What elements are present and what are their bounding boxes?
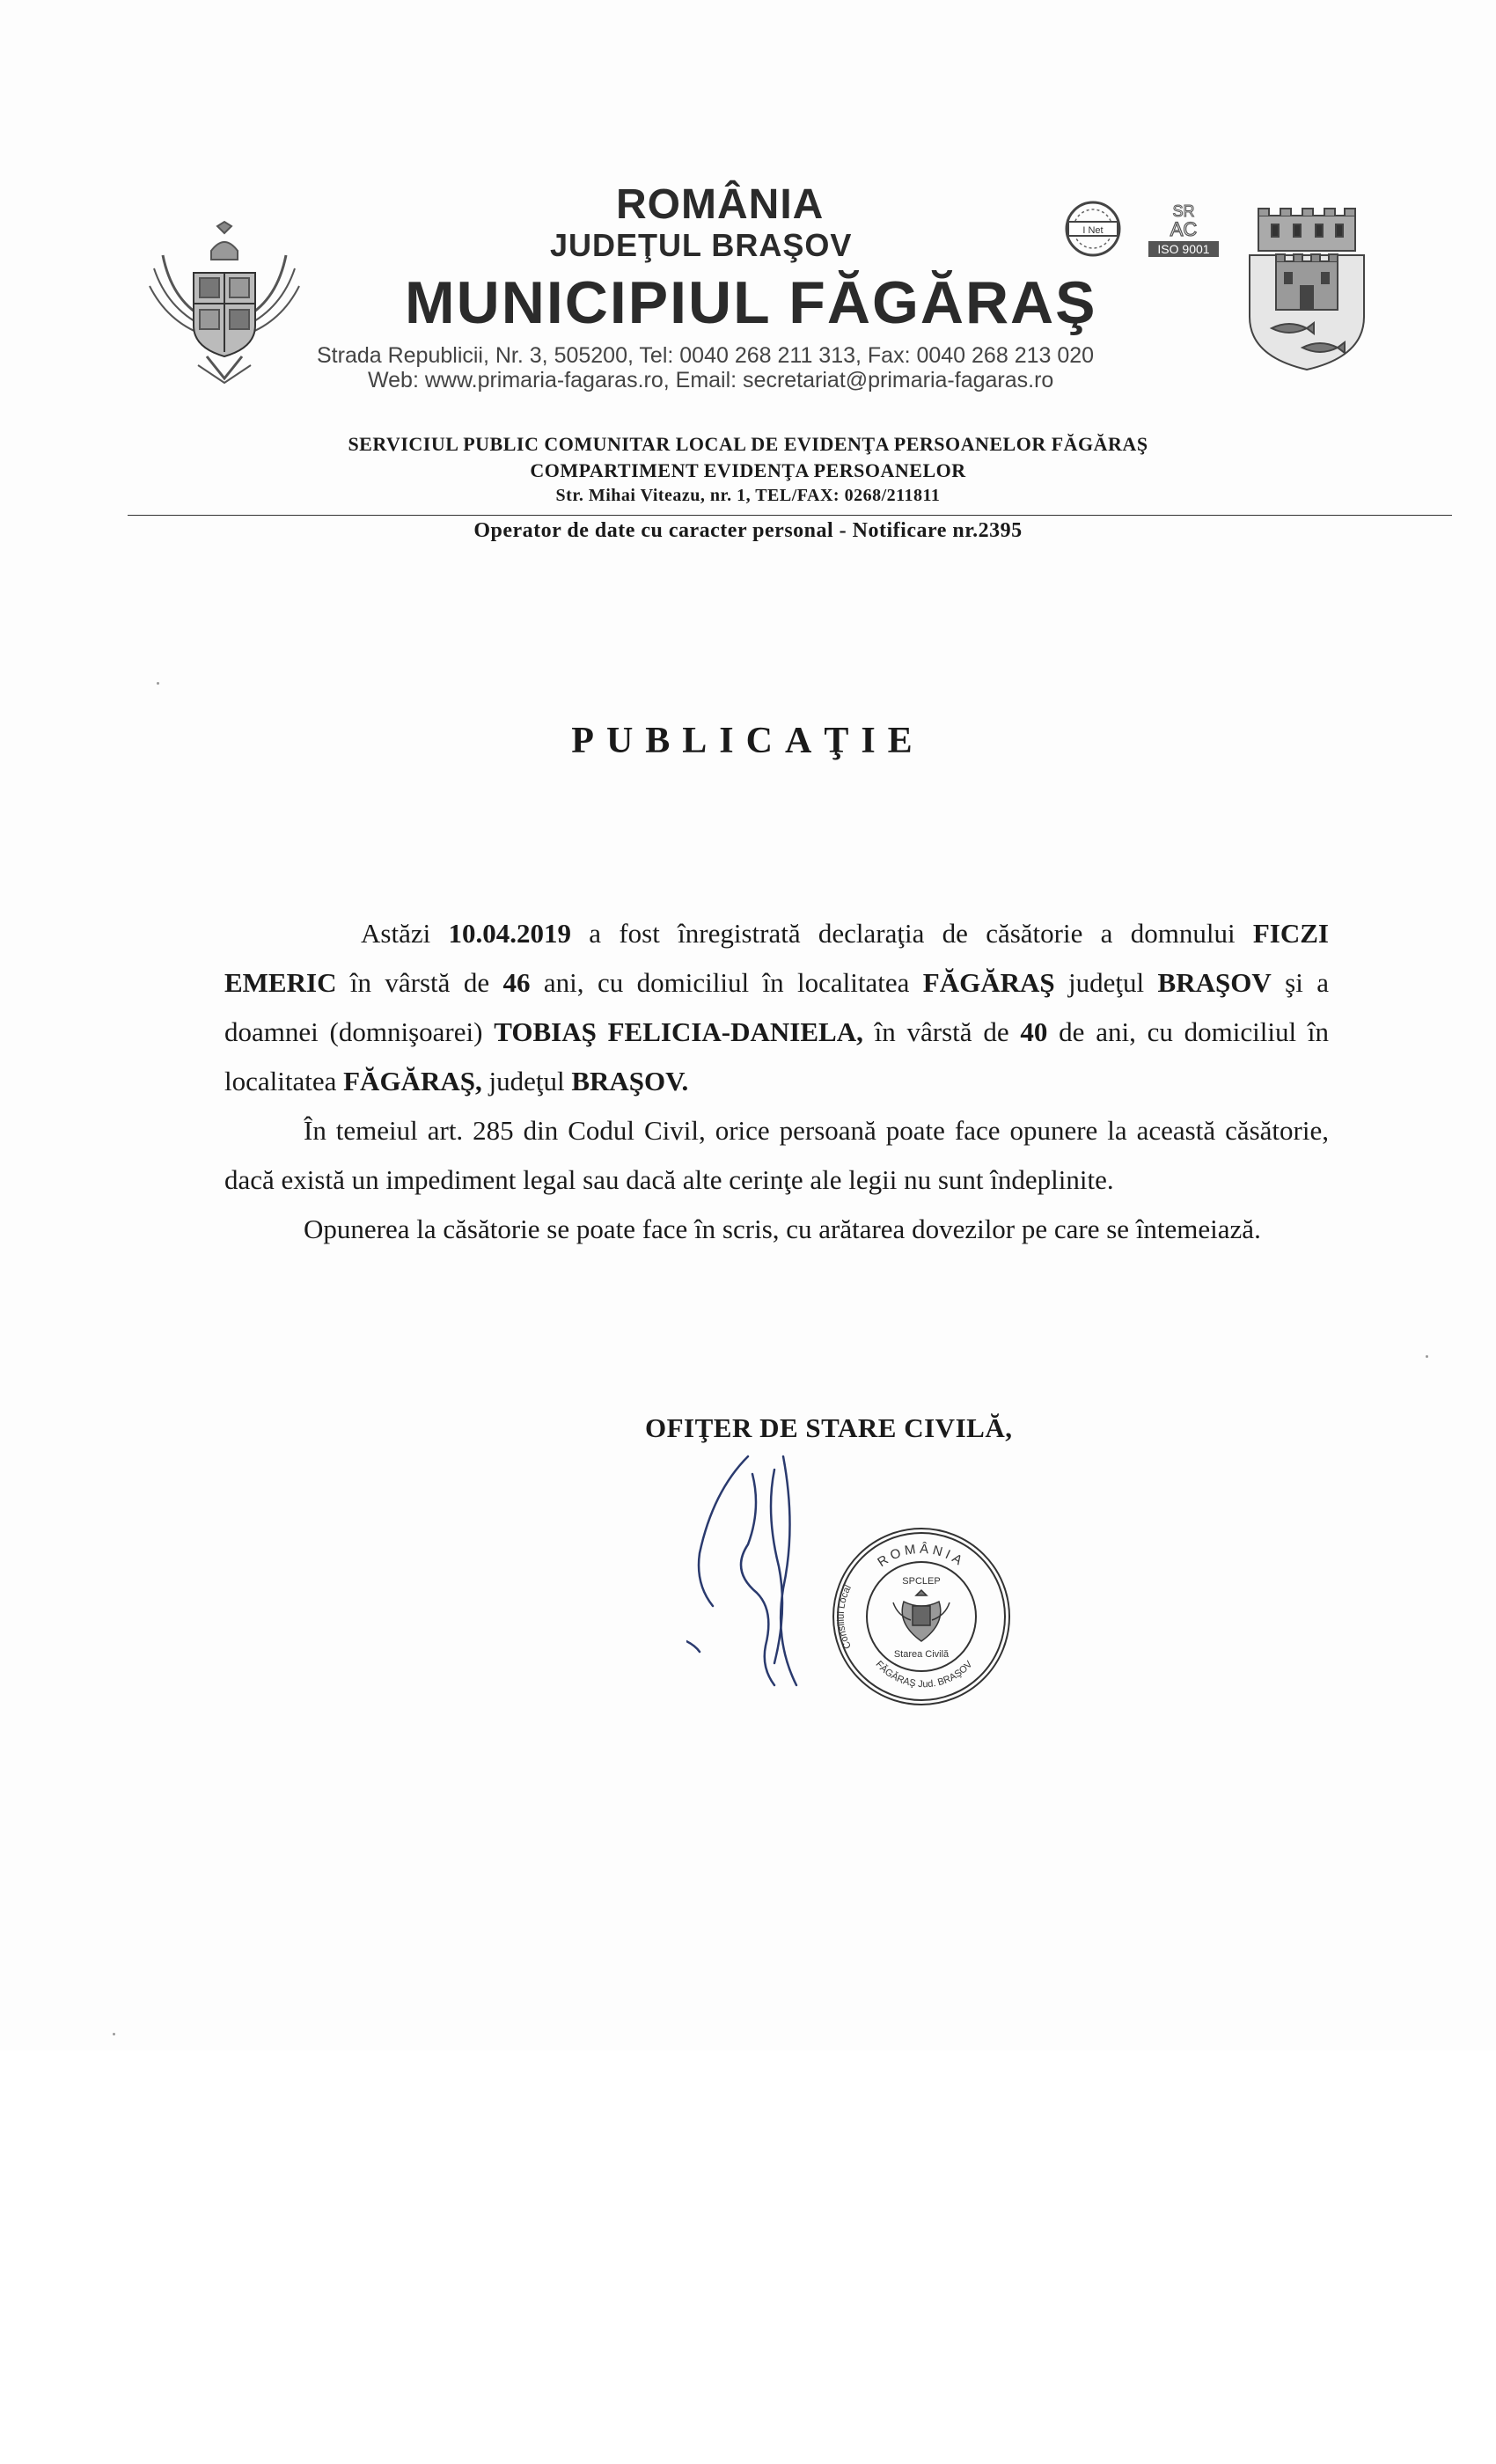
legal-basis-paragraph: În temeiul art. 285 din Codul Civil, orice persoană poate face opunere la această căsătorie, dacă există un impediment legal sau dacă alte cerinţe ale legii nu sunt îndeplinite. — [224, 1115, 1329, 1195]
groom-city: FĂGĂRAŞ — [922, 967, 1055, 998]
iqnet-certification-logo — [1056, 198, 1131, 260]
objection-paragraph: Opunerea la căsătorie se poate face în scris, cu arătarea dovezilor pe care se întemeiază. — [304, 1214, 1261, 1244]
publication-body — [224, 909, 1329, 1254]
letterhead-web-email: Web: www.primaria-fagaras.ro, Email: secretariat@primaria-fagaras.ro — [368, 368, 1054, 392]
srac-iso-certification-logo — [1144, 201, 1223, 262]
text-fragment: judeţul — [481, 1066, 572, 1096]
groom-county: BRAŞOV — [1157, 967, 1272, 998]
bride-name: TOBIAŞ FELICIA-DANIELA, — [494, 1016, 863, 1047]
text-fragment: Astăzi — [361, 918, 449, 949]
official-stamp — [823, 1518, 1021, 1716]
declaration-paragraph — [224, 909, 1329, 1106]
service-address: Str. Mihai Viteazu, nr. 1, TEL/FAX: 0268/211811 — [555, 486, 941, 505]
groom-age: 46 — [502, 967, 531, 998]
stamp-location: FĂGĂRAŞ Jud. BRAŞOV — [873, 1659, 975, 1690]
text-fragment: de ani, cu domiciliul în localitatea — [224, 1016, 1329, 1096]
letterhead-municipality: MUNICIPIUL FĂGĂRAŞ — [405, 269, 1097, 336]
scan-speck — [1426, 1355, 1428, 1358]
letterhead-county: JUDEŢUL BRAŞOV — [550, 227, 853, 263]
stamp-org: SPCLEP — [902, 1576, 941, 1587]
text-fragment: în vârstă de — [862, 1016, 1021, 1047]
groom-name: FICZI EMERIC — [224, 918, 1329, 998]
bride-county: BRAŞOV. — [571, 1066, 689, 1096]
stamp-office: Starea Civilă — [893, 1649, 950, 1660]
iqnet-label: I Net — [1082, 225, 1104, 236]
stamp-country: ROMÂNIA — [875, 1541, 968, 1571]
svg-text:Consiliul Local — [836, 1583, 854, 1650]
svg-text:FĂGĂRAŞ Jud. BRAŞOV — [873, 1659, 974, 1690]
bride-age: 40 — [1020, 1016, 1048, 1047]
header-divider — [128, 515, 1452, 516]
text-fragment: în vârstă de — [336, 967, 503, 998]
stamp-council: Consiliul Local — [835, 1583, 854, 1651]
officer-title: OFIŢER DE STARE CIVILĂ, — [645, 1412, 1013, 1443]
text-fragment: judeţul — [1054, 967, 1158, 998]
registration-date: 10.04.2019 — [448, 918, 571, 949]
iso-label: ISO 9001 — [1157, 242, 1210, 256]
romania-coat-of-arms-logo — [145, 220, 304, 387]
scan-speck — [157, 682, 159, 685]
fagaras-coat-of-arms-logo — [1241, 207, 1373, 374]
srac-mid-text: AC — [1170, 218, 1198, 240]
srac-top-text: SR — [1172, 202, 1195, 220]
svg-text:ROMÂNIA — [875, 1542, 967, 1570]
data-operator-notice: Operator de date cu caracter personal - Notificare nr.2395 — [473, 519, 1023, 542]
text-fragment: şi a doamnei (domnişoarei) — [224, 967, 1329, 1047]
document-title: PUBLICAŢIE — [571, 721, 925, 761]
scan-speck — [113, 2033, 115, 2035]
letterhead-address: Strada Republicii, Nr. 3, 505200, Tel: 0040 268 211 313, Fax: 0040 268 213 020 — [317, 343, 1095, 368]
bride-city: FĂGĂRAŞ, — [343, 1066, 482, 1096]
letterhead-country: ROMÂNIA — [616, 181, 825, 228]
service-department: COMPARTIMENT EVIDENŢA PERSOANELOR — [530, 459, 966, 481]
text-fragment: a fost înregistrată declaraţia de căsătorie a domnului — [571, 918, 1253, 949]
service-name: SERVICIUL PUBLIC COMUNITAR LOCAL DE EVIDENŢA PERSOANELOR FĂGĂRAŞ — [348, 433, 1148, 455]
text-fragment: ani, cu domiciliul în localitatea — [530, 967, 923, 998]
